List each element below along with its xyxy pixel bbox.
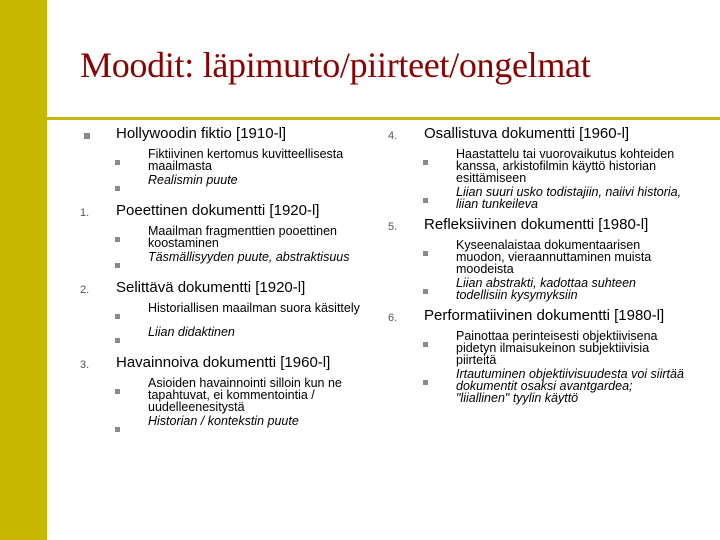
mode-heading: Selittävä dokumentti [1920-l] [116, 279, 306, 296]
mode-heading: Poeettinen dokumentti [1920-l] [116, 202, 320, 219]
mode-item [80, 280, 380, 296]
sub-text: Kyseenalaistaa dokumentaarisen muodon, vieraannuttaminen muista moodeista [456, 238, 652, 276]
sub-item [113, 225, 380, 249]
sub-item [421, 330, 688, 366]
mode-number: 3. [80, 359, 90, 371]
sub-item [421, 148, 688, 184]
bullet-square-icon [113, 148, 148, 170]
sub-item [421, 239, 688, 275]
right-column [388, 126, 688, 411]
mode-block [80, 126, 380, 196]
mode-number: 5. [388, 221, 398, 233]
mode-item [80, 355, 380, 371]
mode-block [388, 308, 688, 404]
bullet-square-icon [113, 174, 148, 196]
sub-text: Asioiden havainnointi silloin kun ne tapahtuvat, ei kommentointia / uudelleenesitystä [148, 376, 342, 414]
bullet-square-icon [421, 330, 456, 352]
bullet-square-icon [113, 415, 148, 437]
sub-item [113, 326, 380, 348]
slide-title: Moodit: läpimurto/piirteet/ongelmat [80, 45, 591, 85]
mode-heading: Osallistuva dokumentti [1960-l] [424, 125, 630, 142]
sub-item [113, 148, 380, 172]
mode-item [80, 126, 380, 142]
sub-item [113, 174, 380, 196]
bullet-square-icon [421, 148, 456, 170]
bullet-square-icon [80, 126, 116, 142]
sub-item [113, 251, 380, 273]
bullet-square-icon [421, 186, 456, 208]
mode-heading: Performatiivinen dokumentti [1980-l] [424, 307, 665, 324]
sub-text: Irtautuminen objektiivisuudesta voi siirtää dokumentit osaksi avantgardea; "liiallinen" tyylin käyttö [456, 367, 684, 405]
mode-block [388, 217, 688, 301]
sub-text: Realismin puute [148, 173, 238, 187]
sub-text: Historiallisen maailman suora käsittely [148, 301, 360, 315]
bullet-square-icon [113, 377, 148, 399]
mode-number: 2. [80, 284, 90, 296]
mode-item [388, 126, 688, 142]
mode-block [388, 126, 688, 210]
mode-heading: Havainnoiva dokumentti [1960-l] [116, 354, 331, 371]
bullet-square-icon [113, 302, 148, 324]
mode-block [80, 355, 380, 437]
mode-item [388, 308, 688, 324]
left-column [80, 126, 380, 444]
mode-heading: Refleksiivinen dokumentti [1980-l] [424, 216, 649, 233]
left-accent-bar [0, 0, 47, 540]
sub-text: Haastattelu tai vuorovaikutus kohteiden kanssa, arkistofilmin käyttö historian esittämiseen [456, 147, 675, 185]
mode-heading: Hollywoodin fiktio [1910-l] [116, 125, 287, 142]
sub-text: Liian abstrakti, kadottaa suhteen todellisiin kysymyksiin [456, 276, 636, 302]
sub-text: Maailman fragmenttien pooettinen koostaminen [148, 224, 338, 250]
sub-text: Liian didaktinen [148, 325, 235, 339]
mode-item [80, 203, 380, 219]
bullet-square-icon [113, 326, 148, 348]
bullet-square-icon [113, 225, 148, 247]
mode-block [80, 280, 380, 348]
sub-text: Painottaa perinteisesti objektiivisena pidetyn ilmaisukeinon subjektiivisia piirteitä [456, 329, 658, 367]
bullet-square-icon [421, 239, 456, 261]
sub-item [421, 277, 688, 301]
mode-number: 6. [388, 312, 398, 324]
mode-item [388, 217, 688, 233]
mode-number: 1. [80, 207, 90, 219]
title-divider [47, 117, 720, 120]
mode-block [80, 203, 380, 273]
sub-item [113, 415, 380, 437]
sub-text: Historian / kontekstin puute [148, 414, 299, 428]
sub-text: Liian suuri usko todistajiin, naiivi historia, liian tunkeileva [456, 185, 682, 211]
sub-item [421, 186, 688, 210]
sub-text: Täsmällisyyden puute, abstraktisuus [148, 250, 350, 264]
bullet-square-icon [113, 251, 148, 273]
sub-item [113, 377, 380, 413]
sub-item [113, 302, 380, 324]
bullet-square-icon [421, 368, 456, 390]
bullet-square-icon [421, 277, 456, 299]
sub-text: Fiktiivinen kertomus kuvitteellisesta maailmasta [148, 147, 344, 173]
sub-item [421, 368, 688, 404]
mode-number: 4. [388, 130, 398, 142]
